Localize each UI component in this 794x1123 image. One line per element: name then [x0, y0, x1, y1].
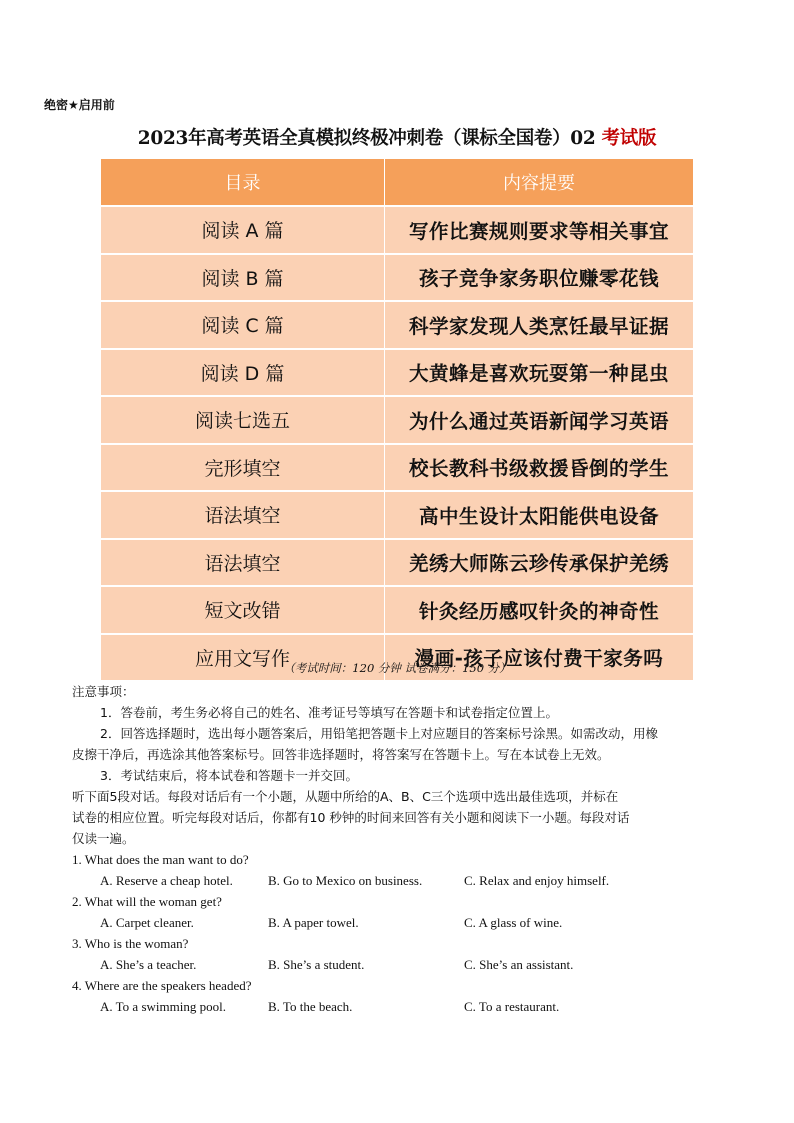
option-c: C. She’s an assistant. — [464, 957, 574, 972]
section-cell: 短文改错 — [101, 586, 385, 634]
column-header-contents: 目录 — [101, 159, 385, 207]
title-tag: 考试版 — [601, 128, 657, 149]
table-row — [101, 254, 694, 302]
option-b: B. To the beach. — [268, 999, 353, 1014]
table-row — [101, 444, 694, 492]
instruction-line: 听下面5段对话。每段对话后有一个小题，从题中所给的A、B、C三个选项中选出最佳选项，并标在 — [72, 789, 619, 804]
question-stem: 2. What will the woman get? — [72, 894, 222, 909]
summary-cell: 高中生设计太阳能供电设备 — [385, 491, 694, 539]
instruction-line: 试卷的相应位置。听完每段对话后，你都有10 秒钟的时间来回答有关小题和阅读下一小题。每段对话 — [72, 810, 630, 825]
section-cell: 语法填空 — [101, 539, 385, 587]
note-item-continued: 皮擦干净后，再选涂其他答案标号。回答非选择题时，将答案写在答题卡上。写在本试卷上无效。 — [72, 747, 610, 762]
secret-label: 绝密★启用前 — [44, 98, 115, 112]
table-header-row — [101, 159, 694, 207]
exam-meta: （考试时间：120 分钟 试卷满分：150 分） — [283, 661, 511, 675]
exam-body — [72, 681, 722, 1017]
table-row — [101, 491, 694, 539]
option-c: C. Relax and enjoy himself. — [464, 873, 610, 888]
section-cell: 完形填空 — [101, 444, 385, 492]
note-item: 2．回答选择题时，选出每小题答案后，用铅笔把答题卡上对应题目的答案标号涂黑。如需改动，用橡 — [100, 726, 658, 741]
summary-cell: 漫画-孩子应该付费干家务吗 — [385, 634, 694, 681]
table-row — [101, 539, 694, 587]
table-row — [101, 206, 694, 254]
note-item: 1．答卷前，考生务必将自己的姓名、准考证号等填写在答题卡和试卷指定位置上。 — [100, 705, 558, 720]
instruction-line: 仅读一遍。 — [72, 831, 135, 846]
summary-cell: 为什么通过英语新闻学习英语 — [385, 396, 694, 444]
option-b: B. She’s a student. — [268, 957, 365, 972]
table-row — [101, 586, 694, 634]
section-cell: 阅读 C 篇 — [101, 301, 385, 349]
table-row — [101, 301, 694, 349]
section-cell: 阅读 B 篇 — [101, 254, 385, 302]
question-options — [72, 954, 722, 975]
summary-cell: 针灸经历感叹针灸的神奇性 — [385, 586, 694, 634]
question-stem: 3. Who is the woman? — [72, 936, 189, 951]
table-row — [101, 396, 694, 444]
option-a: A. To a swimming pool. — [100, 999, 226, 1014]
summary-cell: 校长教科书级救援昏倒的学生 — [385, 444, 694, 492]
table-row — [101, 349, 694, 397]
note-item: 3．考试结束后，将本试卷和答题卡一并交回。 — [100, 768, 358, 783]
option-a: A. Carpet cleaner. — [100, 915, 194, 930]
question-options — [72, 870, 722, 891]
option-a: A. Reserve a cheap hotel. — [100, 873, 233, 888]
section-cell: 阅读七选五 — [101, 396, 385, 444]
question-stem: 4. Where are the speakers headed? — [72, 978, 252, 993]
summary-cell: 科学家发现人类烹饪最早证据 — [385, 301, 694, 349]
column-header-summary: 内容提要 — [385, 159, 694, 207]
option-b: B. Go to Mexico on business. — [268, 873, 423, 888]
section-cell: 应用文写作 — [101, 634, 385, 681]
notes-heading: 注意事项： — [72, 684, 135, 699]
contents-table — [100, 158, 694, 681]
summary-cell: 羌绣大师陈云珍传承保护羌绣 — [385, 539, 694, 587]
question-options — [72, 996, 722, 1017]
section-cell: 阅读 A 篇 — [101, 206, 385, 254]
summary-cell: 大黄蜂是喜欢玩耍第一种昆虫 — [385, 349, 694, 397]
option-a: A. She’s a teacher. — [100, 957, 197, 972]
question-options — [72, 912, 722, 933]
title-main: 2023年高考英语全真模拟终极冲刺卷（课标全国卷）02 — [137, 128, 602, 149]
section-cell: 阅读 D 篇 — [101, 349, 385, 397]
summary-cell: 孩子竞争家务职位赚零花钱 — [385, 254, 694, 302]
section-cell: 语法填空 — [101, 491, 385, 539]
summary-cell: 写作比赛规则要求等相关事宜 — [385, 206, 694, 254]
option-b: B. A paper towel. — [268, 915, 359, 930]
question-stem: 1. What does the man want to do? — [72, 852, 249, 867]
option-c: C. To a restaurant. — [464, 999, 560, 1014]
option-c: C. A glass of wine. — [464, 915, 563, 930]
page-title — [0, 124, 794, 150]
